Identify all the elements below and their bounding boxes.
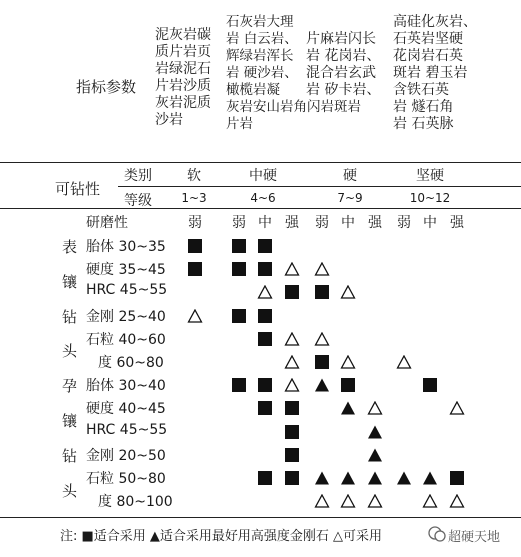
category-1: 软	[187, 168, 201, 184]
mark-square	[188, 239, 202, 253]
abrasive-level-2: 弱	[232, 215, 246, 231]
abrasive-level-8: 弱	[397, 215, 411, 231]
mark-open-triangle	[188, 309, 203, 323]
rock-column-3: 片麻岩闪长 岩 花岗岩、 混合岩玄武 岩 矽卡岩、	[306, 31, 381, 98]
group-2-name-char: 钻	[62, 446, 78, 465]
mark-square	[315, 355, 329, 369]
mark-open-triangle	[341, 285, 356, 299]
abrasive-level-4: 强	[285, 215, 299, 231]
wechat-logo-icon	[428, 525, 446, 543]
mark-square	[258, 332, 272, 346]
mark-square	[450, 471, 464, 485]
row-label: 硬度 35~45	[86, 262, 166, 279]
mark-square	[341, 378, 355, 392]
row-label: 石粒 50~80	[86, 471, 166, 487]
divider-drillability	[0, 208, 521, 209]
group-1-name-char: 头	[62, 342, 78, 361]
mark-open-triangle	[368, 494, 383, 508]
mark-square	[258, 401, 272, 415]
mark-solid-triangle	[341, 402, 355, 415]
mark-solid-triangle	[397, 472, 411, 485]
rock-column-2: 石灰岩大理 岩 白云岩、 辉绿岩浑长 岩 硬沙岩、 橄榄岩凝 灰岩安山岩角闪岩斑岩 片岩	[226, 14, 361, 132]
mark-square	[285, 471, 299, 485]
row-label: HRC 45~55	[86, 282, 168, 299]
grade-label: 等级	[124, 193, 152, 209]
mark-square	[232, 378, 246, 392]
mark-solid-triangle	[368, 448, 382, 461]
abrasive-level-1: 弱	[188, 215, 202, 231]
mark-open-triangle	[341, 355, 356, 369]
mark-square	[258, 471, 272, 485]
mark-square	[258, 309, 272, 323]
mark-open-triangle	[315, 262, 330, 276]
mark-open-triangle	[285, 262, 300, 276]
category-2: 中硬	[249, 168, 277, 184]
group-2-name-char: 孕	[62, 377, 78, 396]
mark-open-triangle	[450, 494, 465, 508]
rock-column-1: 泥灰岩碳 质片岩页 岩绿泥石 片岩沙质 灰岩泥质 沙岩	[155, 27, 211, 128]
mark-square	[258, 378, 272, 392]
rock-column-4: 高硅化灰岩、 石英岩坚硬 花岗岩石英 斑岩 碧玉岩 含铁石英 岩 燧石角 岩 石英脉	[393, 14, 477, 132]
mark-square	[258, 239, 272, 253]
row-label: 金刚 20~50	[86, 447, 166, 464]
mark-solid-triangle	[368, 472, 382, 485]
group-2-name-char: 镶	[62, 412, 78, 430]
param-label: 指标参数	[76, 78, 137, 96]
drillability-label: 可钻性	[55, 180, 101, 198]
group-2-name-char: 头	[62, 481, 78, 500]
category-4: 坚硬	[416, 168, 444, 184]
abrasive-level-6: 中	[341, 215, 355, 231]
abrasive-level-3: 中	[258, 215, 272, 231]
divider-header	[0, 162, 521, 163]
grade-1: 1~3	[181, 191, 207, 205]
mark-square	[232, 309, 246, 323]
group-1-name-char: 表	[62, 238, 78, 256]
mark-open-triangle	[285, 332, 300, 346]
legend-note: 注: ■适合采用 ▲适合采用最好用高强度金刚石 △可采用	[60, 529, 383, 544]
mark-square	[188, 262, 202, 276]
row-label: 硬度 40~45	[86, 401, 166, 418]
mark-solid-triangle	[368, 425, 382, 438]
mark-open-triangle	[450, 401, 465, 415]
mark-open-triangle	[368, 401, 383, 415]
abrasive-level-9: 中	[423, 215, 437, 231]
mark-square	[285, 448, 299, 462]
divider-category	[118, 186, 521, 187]
mark-square	[232, 239, 246, 253]
grade-4: 10~12	[409, 191, 451, 205]
mark-open-triangle	[285, 378, 300, 392]
mark-open-triangle	[397, 355, 412, 369]
mark-solid-triangle	[423, 472, 437, 485]
row-label: 胎体 30~40	[86, 378, 166, 395]
divider-footer	[0, 517, 521, 518]
mark-open-triangle	[258, 285, 273, 299]
mark-open-triangle	[341, 494, 356, 508]
row-label: 石粒 40~60	[86, 331, 166, 348]
abrasive-level-5: 弱	[315, 215, 329, 231]
row-label: 度 80~100	[98, 494, 173, 511]
mark-square	[423, 378, 437, 392]
mark-open-triangle	[315, 332, 330, 346]
abrasive-level-10: 强	[450, 215, 464, 231]
mark-square	[285, 285, 299, 299]
mark-solid-triangle	[315, 472, 329, 485]
row-label: HRC 45~55	[86, 421, 168, 438]
mark-open-triangle	[315, 494, 330, 508]
mark-solid-triangle	[315, 379, 329, 392]
mark-square	[285, 425, 299, 439]
mark-square	[258, 262, 272, 276]
mark-square	[285, 401, 299, 415]
group-1-name-char: 镶	[62, 272, 78, 291]
mark-open-triangle	[285, 355, 300, 369]
grade-3: 7~9	[337, 191, 363, 205]
mark-open-triangle	[423, 494, 438, 508]
watermark-text: 超硬天地	[448, 530, 501, 545]
category-label: 类别	[124, 168, 152, 184]
grade-2: 4~6	[250, 191, 276, 205]
abrasive-label: 研磨性	[86, 215, 128, 231]
row-label: 金刚 25~40	[86, 308, 166, 325]
row-label: 度 60~80	[98, 355, 164, 371]
mark-square	[315, 285, 329, 299]
mark-square	[232, 262, 246, 276]
group-1-name-char: 钻	[62, 307, 78, 326]
abrasive-level-7: 强	[368, 215, 382, 231]
row-label: 胎体 30~35	[86, 239, 166, 255]
category-3: 硬	[343, 168, 357, 184]
mark-solid-triangle	[341, 472, 355, 485]
